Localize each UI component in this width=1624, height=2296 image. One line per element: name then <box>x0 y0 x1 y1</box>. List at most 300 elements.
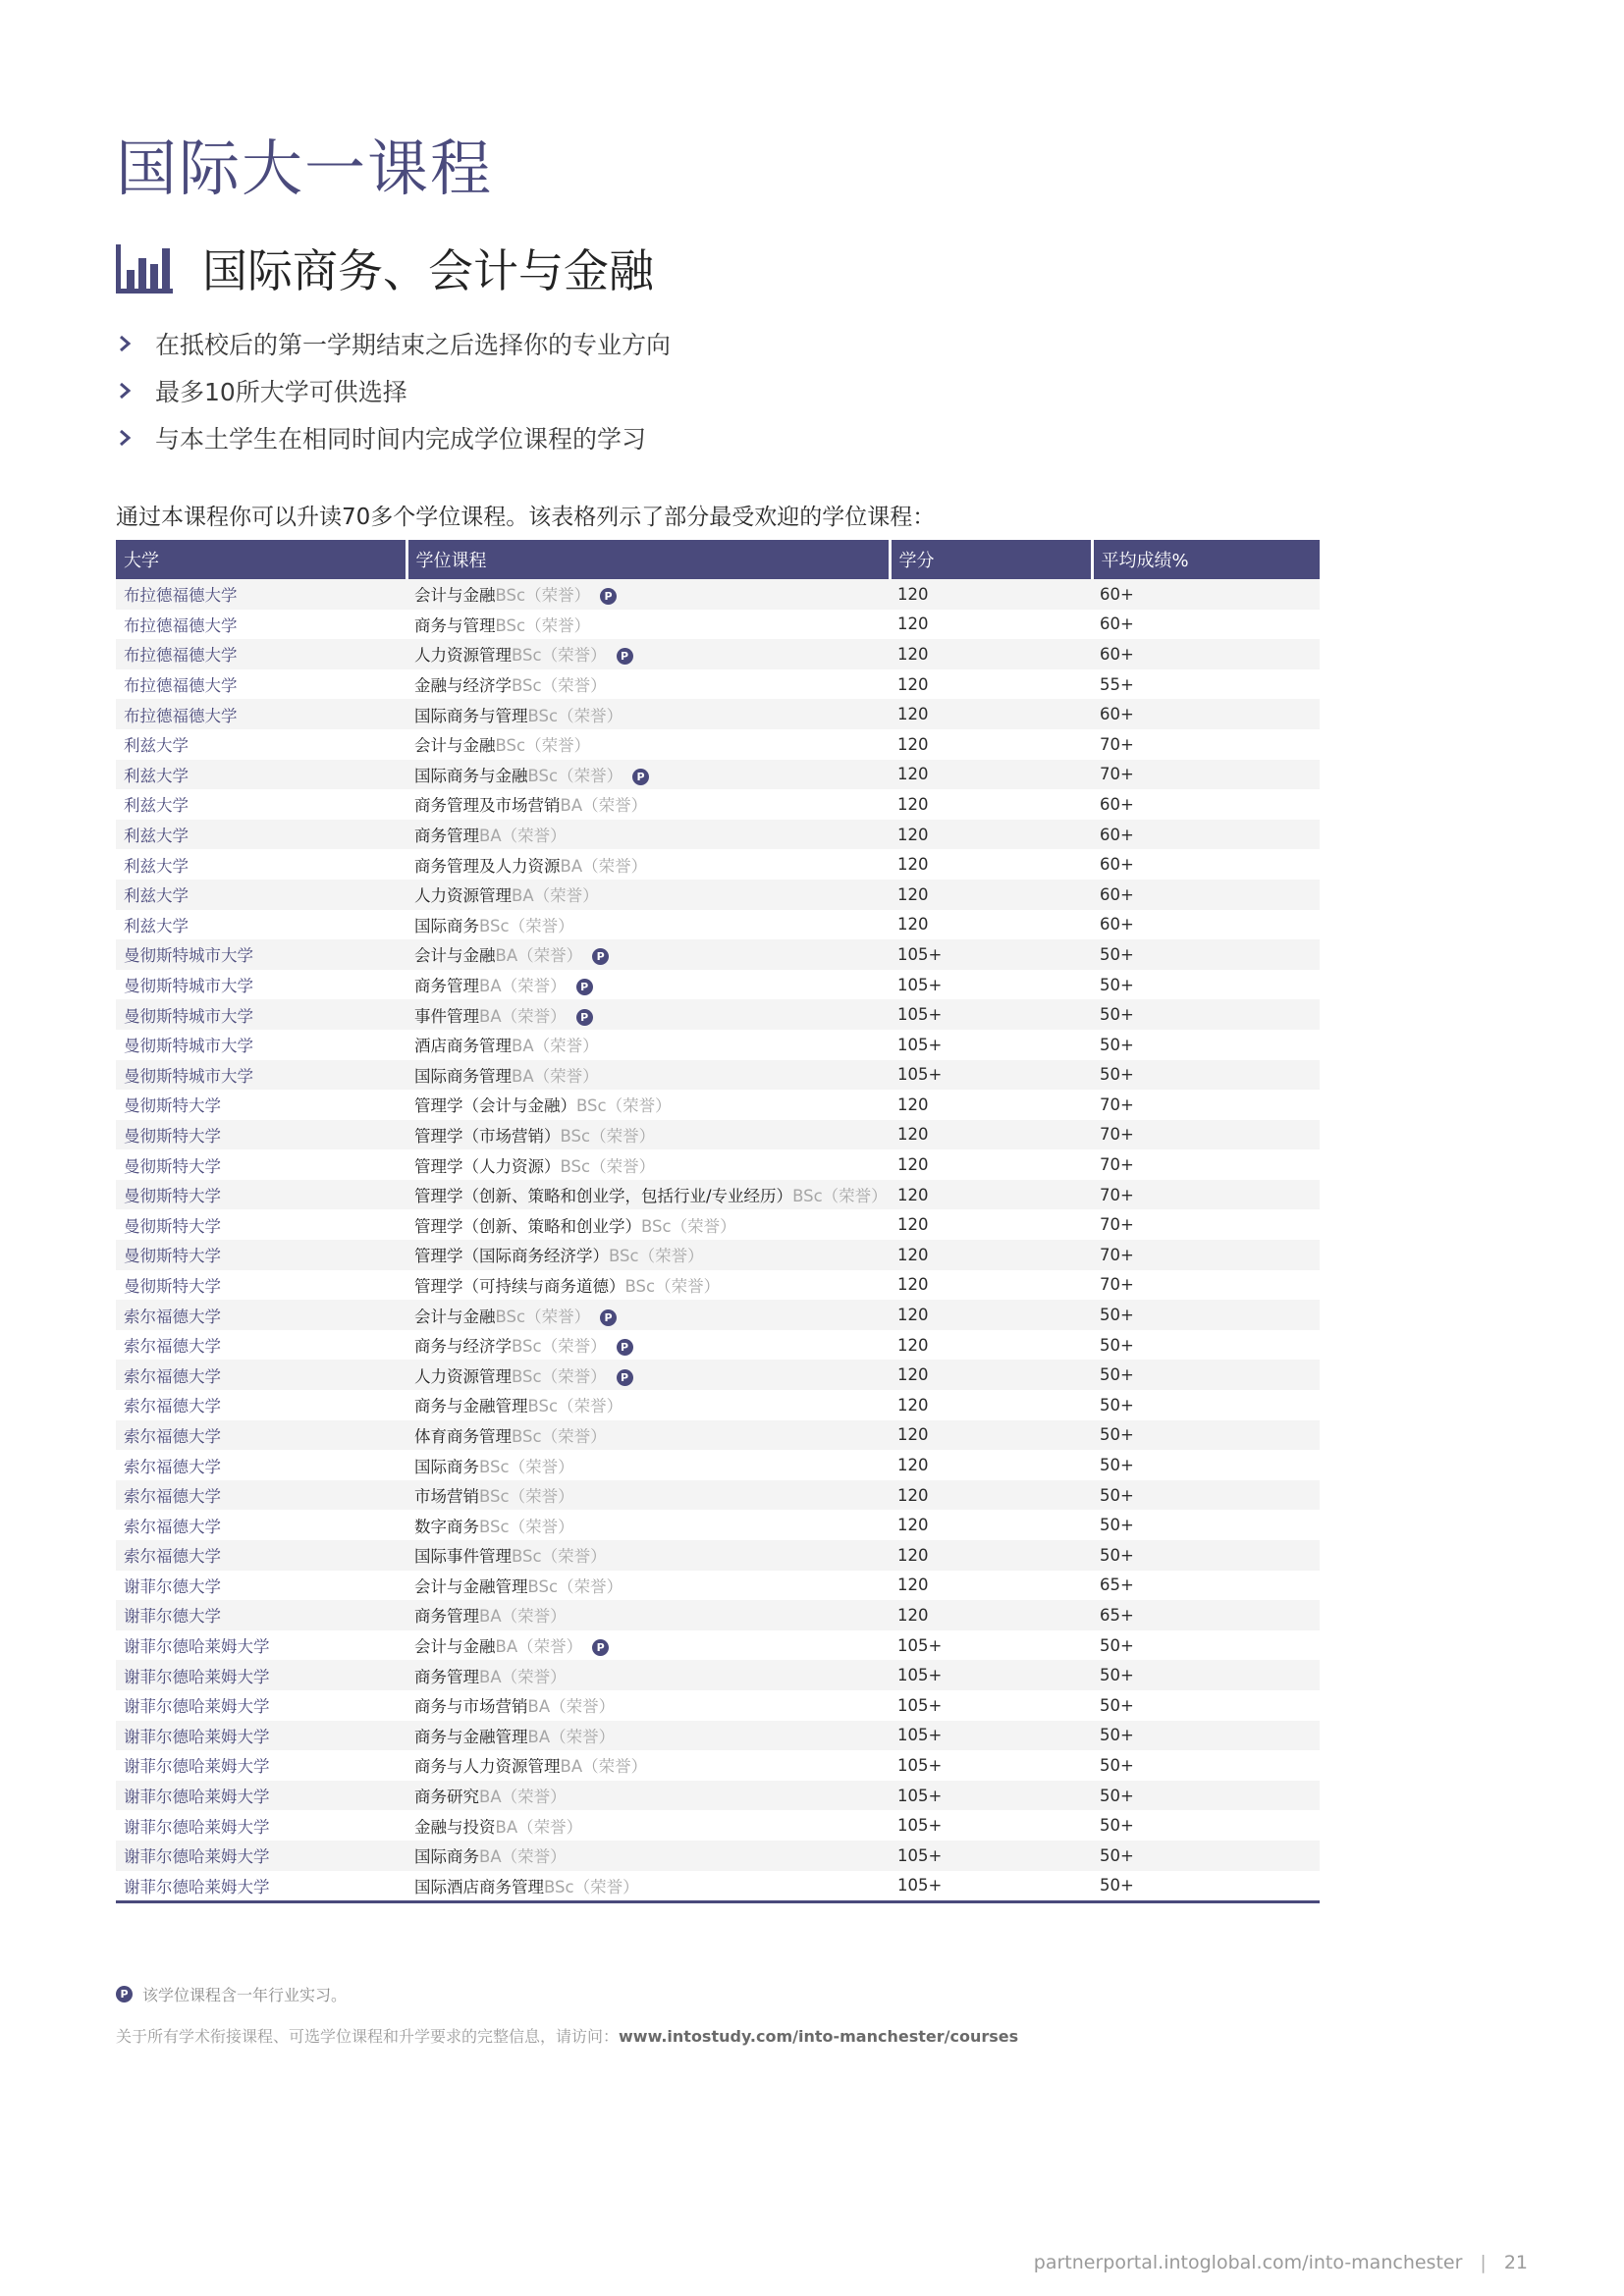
cell-credits: 105+ <box>890 1750 1092 1781</box>
courses-link[interactable]: www.intostudy.com/into-manchester/courses <box>619 2027 1019 2046</box>
course-name: 管理学（会计与金融） <box>414 1096 576 1116</box>
degree-type: BSc（荣誉） <box>624 1276 721 1296</box>
degree-type: BSc（荣誉） <box>527 1576 623 1596</box>
degree-type: BA（荣誉） <box>479 1788 567 1807</box>
cell-course <box>406 1240 890 1270</box>
table-row <box>116 1450 1320 1480</box>
degree-type: BSc（荣誉） <box>495 586 591 606</box>
cell-grade: 50+ <box>1092 1360 1320 1390</box>
course-name: 数字商务 <box>414 1517 479 1536</box>
feature-item <box>116 320 671 367</box>
column-header-course: 学位课程 <box>406 540 890 579</box>
cell-credits: 105+ <box>890 1871 1092 1902</box>
cell-grade: 50+ <box>1092 1841 1320 1871</box>
cell-grade: 50+ <box>1092 1030 1320 1060</box>
cell-course <box>406 1270 890 1301</box>
feature-text: 与本土学生在相同时间内完成学位课程的学习 <box>155 425 647 454</box>
degree-type: BSc（荣誉） <box>512 1337 607 1357</box>
course-name: 国际商务 <box>414 1847 479 1867</box>
cell-grade: 50+ <box>1092 1420 1320 1451</box>
cell-grade: 60+ <box>1092 849 1320 880</box>
cell-course <box>406 939 890 970</box>
cell-credits: 120 <box>890 669 1092 700</box>
course-name: 人力资源管理 <box>414 646 512 666</box>
table-row <box>116 970 1320 1000</box>
cell-credits: 120 <box>890 789 1092 820</box>
table-row <box>116 1750 1320 1781</box>
degree-type: BA（荣誉） <box>495 1817 583 1837</box>
cell-grade: 50+ <box>1092 939 1320 970</box>
cell-course <box>406 1721 890 1751</box>
course-name: 商务与人力资源管理 <box>414 1757 561 1777</box>
degree-type: BSc（荣誉） <box>512 1426 607 1446</box>
cell-credits: 120 <box>890 910 1092 940</box>
degree-type: BA（荣誉） <box>527 1697 616 1717</box>
table-row <box>116 1600 1320 1630</box>
cell-credits: 105+ <box>890 1781 1092 1811</box>
cell-credits: 120 <box>890 1390 1092 1420</box>
column-header-credits: 学分 <box>890 540 1092 579</box>
table-row <box>116 1660 1320 1690</box>
cell-credits: 120 <box>890 1480 1092 1511</box>
cell-credits: 105+ <box>890 1690 1092 1721</box>
cell-credits: 120 <box>890 1540 1092 1571</box>
cell-credits: 105+ <box>890 1721 1092 1751</box>
table-row <box>116 1120 1320 1150</box>
cell-university: 曼彻斯特大学 <box>116 1180 406 1210</box>
cell-credits: 120 <box>890 1090 1092 1120</box>
table-row <box>116 939 1320 970</box>
cell-grade: 65+ <box>1092 1571 1320 1601</box>
bar-chart-icon <box>116 240 173 295</box>
table-row <box>116 1510 1320 1540</box>
placement-p-icon: P <box>592 1639 609 1656</box>
page-title: 国际大一课程 <box>116 133 494 204</box>
degree-type: BA（荣誉） <box>560 856 648 876</box>
cell-university: 索尔福德大学 <box>116 1540 406 1571</box>
cell-credits: 120 <box>890 1450 1092 1480</box>
degree-type: BSc（荣誉） <box>527 766 623 785</box>
table-row <box>116 729 1320 760</box>
degree-type: BSc（荣誉） <box>527 1397 623 1416</box>
cell-credits: 120 <box>890 1240 1092 1270</box>
degree-type: BA（荣誉） <box>479 827 567 846</box>
cell-credits: 105+ <box>890 1841 1092 1871</box>
cell-university: 索尔福德大学 <box>116 1480 406 1511</box>
cell-course <box>406 1510 890 1540</box>
degree-type: BA（荣誉） <box>560 796 648 816</box>
cell-university: 布拉德福德大学 <box>116 579 406 610</box>
degree-type: BSc（荣誉） <box>512 1547 607 1567</box>
cell-credits: 120 <box>890 639 1092 669</box>
chevron-right-icon <box>118 381 132 400</box>
cell-course <box>406 669 890 700</box>
cell-university: 谢菲尔德哈莱姆大学 <box>116 1660 406 1690</box>
cell-course <box>406 1630 890 1661</box>
cell-credits: 120 <box>890 1270 1092 1301</box>
cell-grade: 50+ <box>1092 1660 1320 1690</box>
cell-course <box>406 1330 890 1361</box>
course-name: 体育商务管理 <box>414 1426 512 1446</box>
cell-credits: 105+ <box>890 1030 1092 1060</box>
cell-grade: 70+ <box>1092 1120 1320 1150</box>
course-name: 管理学（国际商务经济学） <box>414 1247 609 1266</box>
cell-university: 谢菲尔德大学 <box>116 1571 406 1601</box>
cell-course <box>406 1480 890 1511</box>
cell-course <box>406 1571 890 1601</box>
page-footer <box>1034 2252 1528 2273</box>
degree-type: BA（荣誉） <box>479 1667 567 1686</box>
cell-university: 利兹大学 <box>116 849 406 880</box>
cell-course <box>406 1781 890 1811</box>
course-name: 商务管理 <box>414 1607 479 1627</box>
cell-grade: 50+ <box>1092 1480 1320 1511</box>
cell-university: 谢菲尔德哈莱姆大学 <box>116 1781 406 1811</box>
placement-p-icon: P <box>617 648 633 665</box>
cell-university: 利兹大学 <box>116 820 406 850</box>
cell-credits: 120 <box>890 820 1092 850</box>
cell-grade: 60+ <box>1092 639 1320 669</box>
degree-type: BSc（荣誉） <box>641 1216 736 1236</box>
table-row <box>116 639 1320 669</box>
cell-course <box>406 1390 890 1420</box>
cell-grade: 50+ <box>1092 999 1320 1030</box>
cell-credits: 120 <box>890 760 1092 790</box>
cell-course <box>406 1420 890 1451</box>
cell-university: 布拉德福德大学 <box>116 610 406 640</box>
cell-grade: 70+ <box>1092 1270 1320 1301</box>
cell-credits: 105+ <box>890 970 1092 1000</box>
feature-text: 最多10所大学可供选择 <box>155 378 407 406</box>
cell-university: 布拉德福德大学 <box>116 639 406 669</box>
course-name: 商务与管理 <box>414 615 496 635</box>
column-header-university: 大学 <box>116 540 406 579</box>
degree-type: BSc（荣誉） <box>479 1517 574 1536</box>
course-name: 会计与金融 <box>414 946 496 966</box>
cell-credits: 105+ <box>890 1810 1092 1841</box>
degree-type: BA（荣誉） <box>512 1037 599 1056</box>
table-row <box>116 1149 1320 1180</box>
degree-type: BSc（荣誉） <box>495 615 591 635</box>
degree-type: BSc（荣誉） <box>560 1126 656 1146</box>
table-row <box>116 910 1320 940</box>
course-name: 金融与经济学 <box>414 676 512 696</box>
feature-list <box>116 320 671 461</box>
cell-course <box>406 849 890 880</box>
cell-grade: 50+ <box>1092 1721 1320 1751</box>
cell-university: 曼彻斯特大学 <box>116 1090 406 1120</box>
degree-type: BSc（荣誉） <box>527 706 623 725</box>
cell-university: 索尔福德大学 <box>116 1300 406 1330</box>
cell-grade: 60+ <box>1092 699 1320 729</box>
table-row <box>116 999 1320 1030</box>
degree-type: BSc（荣誉） <box>512 646 607 666</box>
table-row <box>116 1270 1320 1301</box>
cell-university: 利兹大学 <box>116 910 406 940</box>
cell-course <box>406 970 890 1000</box>
degree-type: BSc（荣誉） <box>479 1487 574 1507</box>
cell-grade: 50+ <box>1092 1690 1320 1721</box>
cell-university: 利兹大学 <box>116 760 406 790</box>
table-row <box>116 1781 1320 1811</box>
cell-course <box>406 910 890 940</box>
degree-type: BA（荣誉） <box>479 977 567 996</box>
table-row <box>116 1240 1320 1270</box>
table-row <box>116 760 1320 790</box>
cell-university: 索尔福德大学 <box>116 1450 406 1480</box>
degree-type: BSc（荣誉） <box>512 1366 607 1386</box>
course-name: 商务管理 <box>414 977 479 996</box>
cell-university: 利兹大学 <box>116 789 406 820</box>
cell-credits: 120 <box>890 1300 1092 1330</box>
cell-grade: 50+ <box>1092 970 1320 1000</box>
table-row <box>116 1330 1320 1361</box>
cell-course <box>406 1450 890 1480</box>
cell-grade: 70+ <box>1092 760 1320 790</box>
cell-grade: 70+ <box>1092 729 1320 760</box>
table-row <box>116 610 1320 640</box>
cell-grade: 70+ <box>1092 1149 1320 1180</box>
cell-course <box>406 1841 890 1871</box>
cell-course <box>406 1810 890 1841</box>
cell-university: 谢菲尔德哈莱姆大学 <box>116 1630 406 1661</box>
cell-university: 曼彻斯特大学 <box>116 1209 406 1240</box>
more-info-text: 关于所有学术衔接课程、可选学位课程和升学要求的完整信息，请访问： <box>116 2027 620 2046</box>
course-name: 商务管理及人力资源 <box>414 856 561 876</box>
cell-credits: 120 <box>890 880 1092 910</box>
cell-university: 曼彻斯特大学 <box>116 1240 406 1270</box>
course-name: 商务与市场营销 <box>414 1697 528 1717</box>
cell-course <box>406 820 890 850</box>
table-row <box>116 1721 1320 1751</box>
course-name: 会计与金融管理 <box>414 1576 528 1596</box>
cell-course <box>406 1030 890 1060</box>
course-name: 商务管理及市场营销 <box>414 796 561 816</box>
degree-type: BSc（荣誉） <box>479 1457 574 1476</box>
chevron-right-icon <box>118 334 132 353</box>
cell-grade: 65+ <box>1092 1600 1320 1630</box>
cell-credits: 120 <box>890 1330 1092 1361</box>
course-name: 国际酒店商务管理 <box>414 1877 544 1896</box>
degree-type: BA（荣誉） <box>479 1607 567 1627</box>
cell-grade: 50+ <box>1092 1630 1320 1661</box>
cell-university: 曼彻斯特城市大学 <box>116 1060 406 1091</box>
cell-university: 索尔福德大学 <box>116 1330 406 1361</box>
degree-type: BSc（荣誉） <box>560 1156 656 1176</box>
cell-university: 曼彻斯特大学 <box>116 1149 406 1180</box>
cell-grade: 60+ <box>1092 789 1320 820</box>
table-row <box>116 1841 1320 1871</box>
cell-university: 谢菲尔德哈莱姆大学 <box>116 1871 406 1902</box>
course-name: 商务与金融管理 <box>414 1727 528 1746</box>
feature-item <box>116 414 671 461</box>
cell-grade: 50+ <box>1092 1060 1320 1091</box>
cell-credits: 120 <box>890 1360 1092 1390</box>
cell-credits: 120 <box>890 849 1092 880</box>
cell-grade: 60+ <box>1092 610 1320 640</box>
placement-p-icon: P <box>600 588 617 605</box>
degree-type: BSc（荣誉） <box>495 736 591 756</box>
section-title: 国际商务、会计与金融 <box>202 244 654 297</box>
cell-course <box>406 1209 890 1240</box>
degree-type: BSc（荣誉） <box>495 1307 591 1326</box>
cell-university: 谢菲尔德哈莱姆大学 <box>116 1721 406 1751</box>
degree-type: BA（荣誉） <box>512 886 599 906</box>
feature-text: 在抵校后的第一学期结束之后选择你的专业方向 <box>155 331 672 359</box>
cell-grade: 70+ <box>1092 1180 1320 1210</box>
placement-p-icon: P <box>617 1339 633 1356</box>
column-header-grade: 平均成绩% <box>1092 540 1320 579</box>
cell-grade: 50+ <box>1092 1450 1320 1480</box>
table-row <box>116 1540 1320 1571</box>
cell-course <box>406 1600 890 1630</box>
cell-course <box>406 1180 890 1210</box>
cell-grade: 50+ <box>1092 1300 1320 1330</box>
course-name: 管理学（创新、策略和创业学） <box>414 1216 641 1236</box>
placement-p-icon: P <box>592 948 609 965</box>
course-name: 会计与金融 <box>414 1637 496 1657</box>
cell-credits: 120 <box>890 729 1092 760</box>
course-name: 市场营销 <box>414 1487 479 1507</box>
cell-course <box>406 729 890 760</box>
cell-credits: 105+ <box>890 1630 1092 1661</box>
course-name: 商务管理 <box>414 1667 479 1686</box>
course-name: 会计与金融 <box>414 736 496 756</box>
degree-type: BSc（荣誉） <box>479 916 574 935</box>
table-row <box>116 880 1320 910</box>
course-name: 管理学（可持续与商务道德） <box>414 1276 625 1296</box>
cell-course <box>406 579 890 610</box>
cell-grade: 70+ <box>1092 1090 1320 1120</box>
cell-grade: 50+ <box>1092 1810 1320 1841</box>
cell-credits: 120 <box>890 1120 1092 1150</box>
cell-university: 索尔福德大学 <box>116 1510 406 1540</box>
table-row <box>116 1209 1320 1240</box>
cell-course <box>406 1149 890 1180</box>
cell-university: 曼彻斯特城市大学 <box>116 999 406 1030</box>
cell-university: 曼彻斯特大学 <box>116 1120 406 1150</box>
table-row <box>116 1300 1320 1330</box>
table-intro: 通过本课程你可以升读70多个学位课程。该表格列示了部分最受欢迎的学位课程： <box>116 505 936 530</box>
table-row <box>116 1630 1320 1661</box>
cell-credits: 120 <box>890 1209 1092 1240</box>
table-row <box>116 1180 1320 1210</box>
placement-p-icon: P <box>576 979 593 995</box>
cell-grade: 50+ <box>1092 1330 1320 1361</box>
course-name: 金融与投资 <box>414 1817 496 1837</box>
placement-p-icon: P <box>600 1309 617 1326</box>
course-name: 管理学（市场营销） <box>414 1126 561 1146</box>
cell-course <box>406 1540 890 1571</box>
cell-credits: 120 <box>890 1180 1092 1210</box>
cell-course <box>406 1871 890 1902</box>
cell-course <box>406 1660 890 1690</box>
table-row <box>116 669 1320 700</box>
cell-grade: 60+ <box>1092 579 1320 610</box>
degree-type: BA（荣誉） <box>512 1066 599 1086</box>
degree-type: BA（荣誉） <box>479 1006 567 1026</box>
cell-credits: 120 <box>890 579 1092 610</box>
more-info-note <box>116 2024 1018 2047</box>
cell-course <box>406 1690 890 1721</box>
degree-type: BA（荣誉） <box>495 946 583 966</box>
cell-course <box>406 999 890 1030</box>
footer-separator: | <box>1480 2252 1487 2273</box>
cell-university: 曼彻斯特城市大学 <box>116 939 406 970</box>
course-name: 国际事件管理 <box>414 1547 512 1567</box>
table-row <box>116 820 1320 850</box>
degree-type: BA（荣誉） <box>560 1757 648 1777</box>
cell-university: 利兹大学 <box>116 880 406 910</box>
cell-grade: 55+ <box>1092 669 1320 700</box>
cell-university: 布拉德福德大学 <box>116 699 406 729</box>
cell-credits: 105+ <box>890 939 1092 970</box>
placement-p-icon: P <box>116 1986 133 2002</box>
cell-grade: 50+ <box>1092 1390 1320 1420</box>
cell-course <box>406 1090 890 1120</box>
cell-credits: 105+ <box>890 1660 1092 1690</box>
course-name: 酒店商务管理 <box>414 1037 512 1056</box>
course-name: 人力资源管理 <box>414 886 512 906</box>
cell-course <box>406 1060 890 1091</box>
footer-url[interactable]: partnerportal.intoglobal.com/into-manchester <box>1033 2252 1463 2273</box>
cell-course <box>406 1300 890 1330</box>
cell-course <box>406 1360 890 1390</box>
course-name: 国际商务 <box>414 1457 479 1476</box>
cell-course <box>406 610 890 640</box>
cell-grade: 70+ <box>1092 1240 1320 1270</box>
table-row <box>116 579 1320 610</box>
cell-university: 索尔福德大学 <box>116 1360 406 1390</box>
course-name: 商务管理 <box>414 827 479 846</box>
course-name: 国际商务管理 <box>414 1066 512 1086</box>
degree-courses-table <box>116 540 1320 1903</box>
table-row <box>116 1060 1320 1091</box>
table-row <box>116 849 1320 880</box>
degree-type: BSc（荣誉） <box>792 1187 888 1206</box>
cell-grade: 50+ <box>1092 1510 1320 1540</box>
course-name: 会计与金融 <box>414 586 496 606</box>
cell-grade: 50+ <box>1092 1750 1320 1781</box>
cell-university: 利兹大学 <box>116 729 406 760</box>
cell-course <box>406 880 890 910</box>
table-row <box>116 1480 1320 1511</box>
placement-p-icon: P <box>576 1009 593 1026</box>
cell-credits: 120 <box>890 610 1092 640</box>
table-row <box>116 1810 1320 1841</box>
cell-university: 曼彻斯特城市大学 <box>116 970 406 1000</box>
legend-text: 该学位课程含一年行业实习。 <box>142 1986 348 2004</box>
degree-type: BSc（荣誉） <box>544 1877 639 1896</box>
cell-grade: 70+ <box>1092 1209 1320 1240</box>
table-row <box>116 789 1320 820</box>
degree-type: BA（荣誉） <box>527 1727 616 1746</box>
placement-p-icon: P <box>632 769 649 785</box>
degree-type: BA（荣誉） <box>495 1637 583 1657</box>
degree-type: BSc（荣誉） <box>609 1247 704 1266</box>
course-name: 人力资源管理 <box>414 1366 512 1386</box>
cell-university: 曼彻斯特城市大学 <box>116 1030 406 1060</box>
cell-grade: 50+ <box>1092 1540 1320 1571</box>
placement-legend <box>116 1983 347 2005</box>
section-heading <box>116 236 654 300</box>
degree-type: BA（荣誉） <box>479 1847 567 1867</box>
cell-grade: 60+ <box>1092 910 1320 940</box>
course-name: 商务与经济学 <box>414 1337 512 1357</box>
cell-course <box>406 1120 890 1150</box>
cell-credits: 105+ <box>890 1060 1092 1091</box>
table-row <box>116 1360 1320 1390</box>
